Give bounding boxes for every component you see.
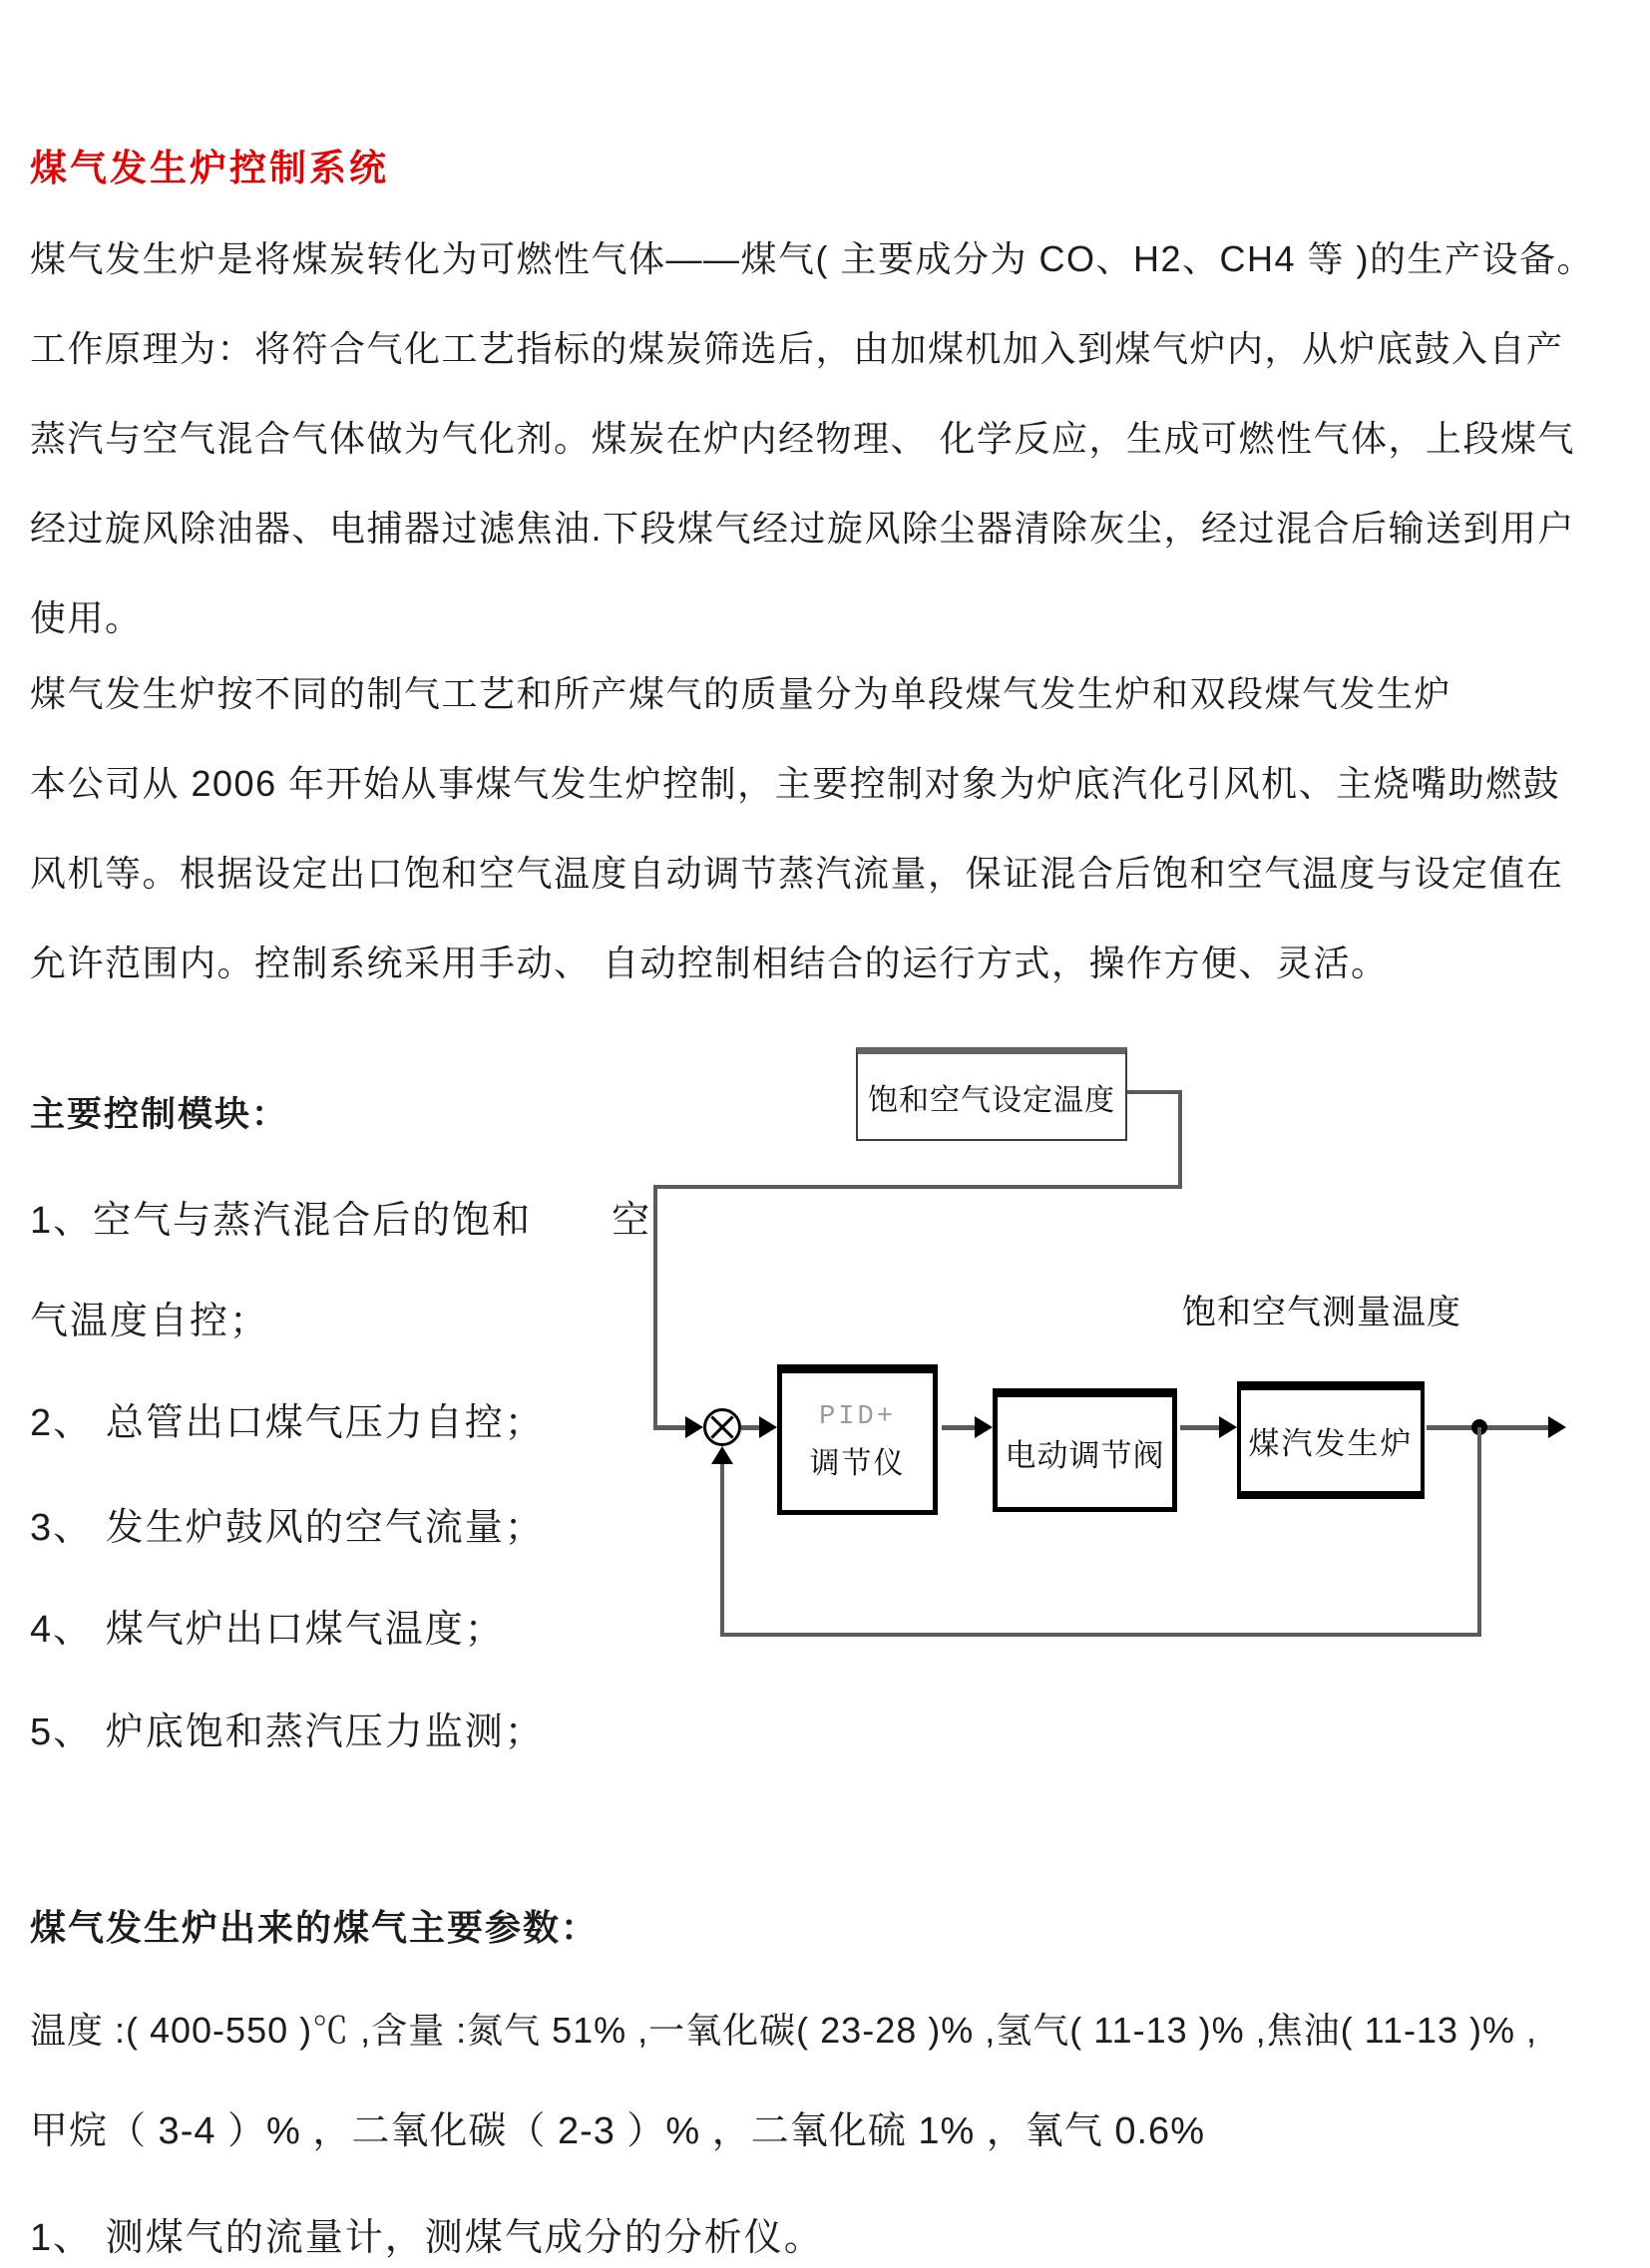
flow-line: [741, 1425, 761, 1430]
intro-line: 蒸汽与空气混合气体做为气化剂。煤炭在炉内经物理、 化学反应，生成可燃性气体，上段煤气: [30, 418, 1576, 459]
pid-box-label-top: PID+: [819, 1401, 896, 1432]
feedback-line: [720, 1633, 1481, 1637]
module-item: 5、 炉底饱和蒸汽压力监测；: [30, 1711, 545, 1753]
intro-line: 煤气发生炉是将煤炭转化为可燃性气体——煤气( 主要成分为 CO、H2、CH4 等 )的生产设备。: [30, 238, 1595, 279]
connector-line: [653, 1425, 687, 1430]
parameter-line: 甲烷（ 3-4 ）% ，二氧化碳（ 2-3 ）% ，二氧化硫 1% ，氧气 0.6%: [30, 2110, 1205, 2152]
pid-box: [777, 1364, 938, 1515]
feedback-line: [720, 1464, 724, 1637]
intro-line: 工作原理为：将符合气化工艺指标的煤炭筛选后，由加煤机加入到煤气炉内，从炉底鼓入自产: [30, 328, 1564, 369]
intro-line: 煤气发生炉按不同的制气工艺和所产煤气的质量分为单段煤气发生炉和双段煤气发生炉: [30, 673, 1452, 714]
connector-line: [653, 1185, 1182, 1189]
parameters-heading: 煤气发生炉出来的煤气主要参数：: [30, 1907, 600, 1948]
module-item: 3、 发生炉鼓风的空气流量；: [30, 1507, 545, 1549]
flow-line: [942, 1425, 975, 1430]
connector-line: [1178, 1090, 1182, 1189]
intro-line: 本公司从 2006 年开始从事煤气发生炉控制，主要控制对象为炉底汽化引风机、主烧嘴助燃鼓: [30, 763, 1561, 804]
furnace-box-label: 煤汽发生炉: [1248, 1426, 1414, 1461]
page-title: 煤气发生炉控制系统: [30, 148, 389, 189]
module-item: 4、 煤气炉出口煤气温度；: [30, 1609, 505, 1651]
summing-junction-icon: [703, 1408, 741, 1446]
parameter-line: 1、 测煤气的流量计，测煤气成分的分析仪。: [30, 2217, 824, 2259]
connector-line: [1127, 1090, 1182, 1094]
arrow-right-icon: [1219, 1416, 1237, 1438]
connector-line: [653, 1185, 657, 1427]
arrow-right-icon: [685, 1416, 703, 1438]
flow-line: [1427, 1425, 1548, 1430]
intro-line: 经过旋风除油器、电捕器过滤焦油.下段煤气经过旋风除尘器清除灰尘，经过混合后输送到用户: [30, 508, 1576, 549]
arrow-right-icon: [759, 1416, 777, 1438]
module-item: 2、 总管出口煤气压力自控；: [30, 1402, 545, 1444]
pid-box-label-bottom: 调节仪: [809, 1446, 906, 1480]
parameter-line: 温度 :( 400-550 )℃ ,含量 :氮气 51% ,一氧化碳( 23-28 )% ,氢气( 11-13 )% ,焦油( 11-13 )% ,: [30, 2010, 1538, 2051]
setpoint-box-label: 饱和空气设定温度: [868, 1083, 1115, 1117]
intro-line: 允许范围内。控制系统采用手动、 自动控制相结合的运行方式，操作方便、灵活。: [30, 943, 1389, 983]
feedback-line: [1477, 1427, 1481, 1635]
valve-box-label: 电动调节阀: [1005, 1437, 1165, 1473]
measured-temp-label: 饱和空气测量温度: [1182, 1294, 1461, 1331]
arrow-right-icon: [1548, 1416, 1566, 1438]
intro-line: 风机等。根据设定出口饱和空气温度自动调节蒸汽流量，保证混合后饱和空气温度与设定值在: [30, 853, 1564, 894]
furnace-box: [1237, 1381, 1425, 1499]
arrow-right-icon: [975, 1416, 993, 1438]
module-item: 1、空气与蒸汽混合后的饱和 空: [30, 1200, 652, 1242]
intro-line: 使用。: [30, 597, 143, 638]
valve-box: [993, 1388, 1177, 1512]
flow-line: [1180, 1425, 1219, 1430]
module-item: 气温度自控；: [30, 1301, 270, 1342]
modules-heading: 主要控制模块：: [30, 1095, 289, 1134]
arrow-up-icon: [711, 1446, 733, 1464]
setpoint-box: [856, 1047, 1127, 1141]
